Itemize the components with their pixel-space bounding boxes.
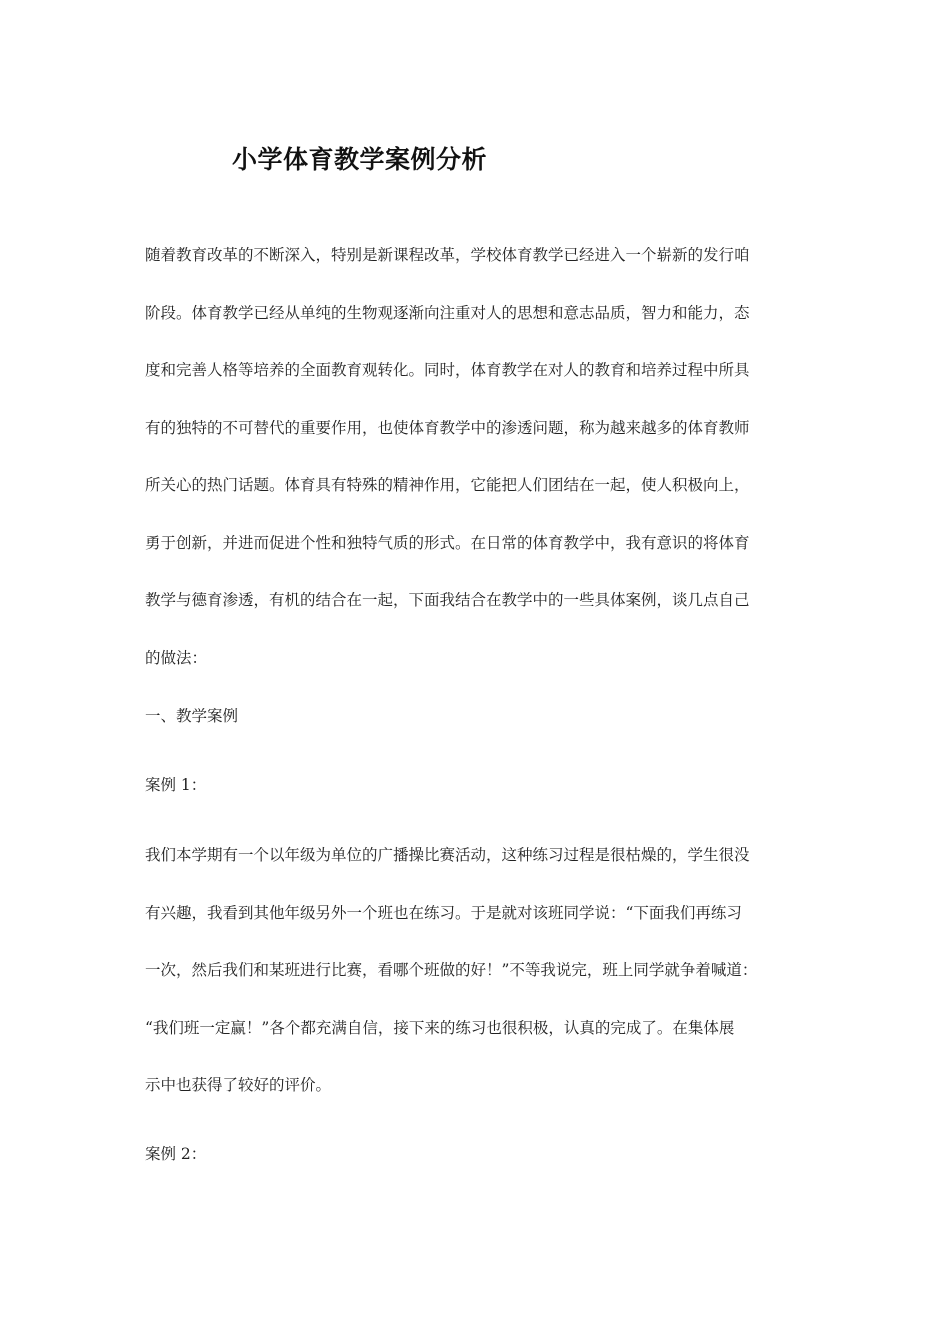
paragraph-line: 我们本学期有一个以年级为单位的广播操比赛活动，这种练习过程是很枯燥的，学生很没 — [145, 846, 750, 864]
paragraph-line: “我们班一定赢！”各个都充满自信，接下来的练习也很积极，认真的完成了。在集体展 — [145, 1019, 735, 1037]
paragraph-line: 的做法： — [145, 649, 208, 667]
paragraph-line: 随着教育改革的不断深入，特别是新课程改革，学校体育教学已经进入一个崭新的发行咱 — [145, 246, 750, 264]
paragraph-line: 所关心的热门话题。体育具有特殊的精神作用，它能把人们团结在一起，使人积极向上， — [145, 476, 750, 494]
case-label: 案例 2： — [145, 1145, 207, 1163]
paragraph-line: 阶段。体育教学已经从单纯的生物观逐渐向注重对人的思想和意志品质，智力和能力，态 — [145, 304, 750, 322]
paragraph-line: 有的独特的不可替代的重要作用，也使体育教学中的渗透问题，称为越来越多的体育教师 — [145, 419, 750, 437]
document-title: 小学体育教学案例分析 — [232, 145, 488, 174]
section-heading: 一、教学案例 — [145, 707, 239, 725]
paragraph-line: 度和完善人格等培养的全面教育观转化。同时，体育教学在对人的教育和培养过程中所具 — [145, 361, 750, 379]
case-label: 案例 1： — [145, 776, 207, 794]
paragraph-line: 一次，然后我们和某班进行比赛，看哪个班做的好！”不等我说完，班上同学就争着喊道： — [145, 961, 758, 979]
paragraph-line: 示中也获得了较好的评价。 — [145, 1076, 332, 1094]
paragraph-line: 有兴趣，我看到其他年级另外一个班也在练习。于是就对该班同学说：“下面我们再练习 — [145, 904, 742, 922]
paragraph-line: 勇于创新，并进而促进个性和独特气质的形式。在日常的体育教学中，我有意识的将体育 — [145, 534, 750, 552]
paragraph-line: 教学与德育渗透，有机的结合在一起，下面我结合在教学中的一些具体案例，谈几点自己 — [145, 591, 750, 609]
